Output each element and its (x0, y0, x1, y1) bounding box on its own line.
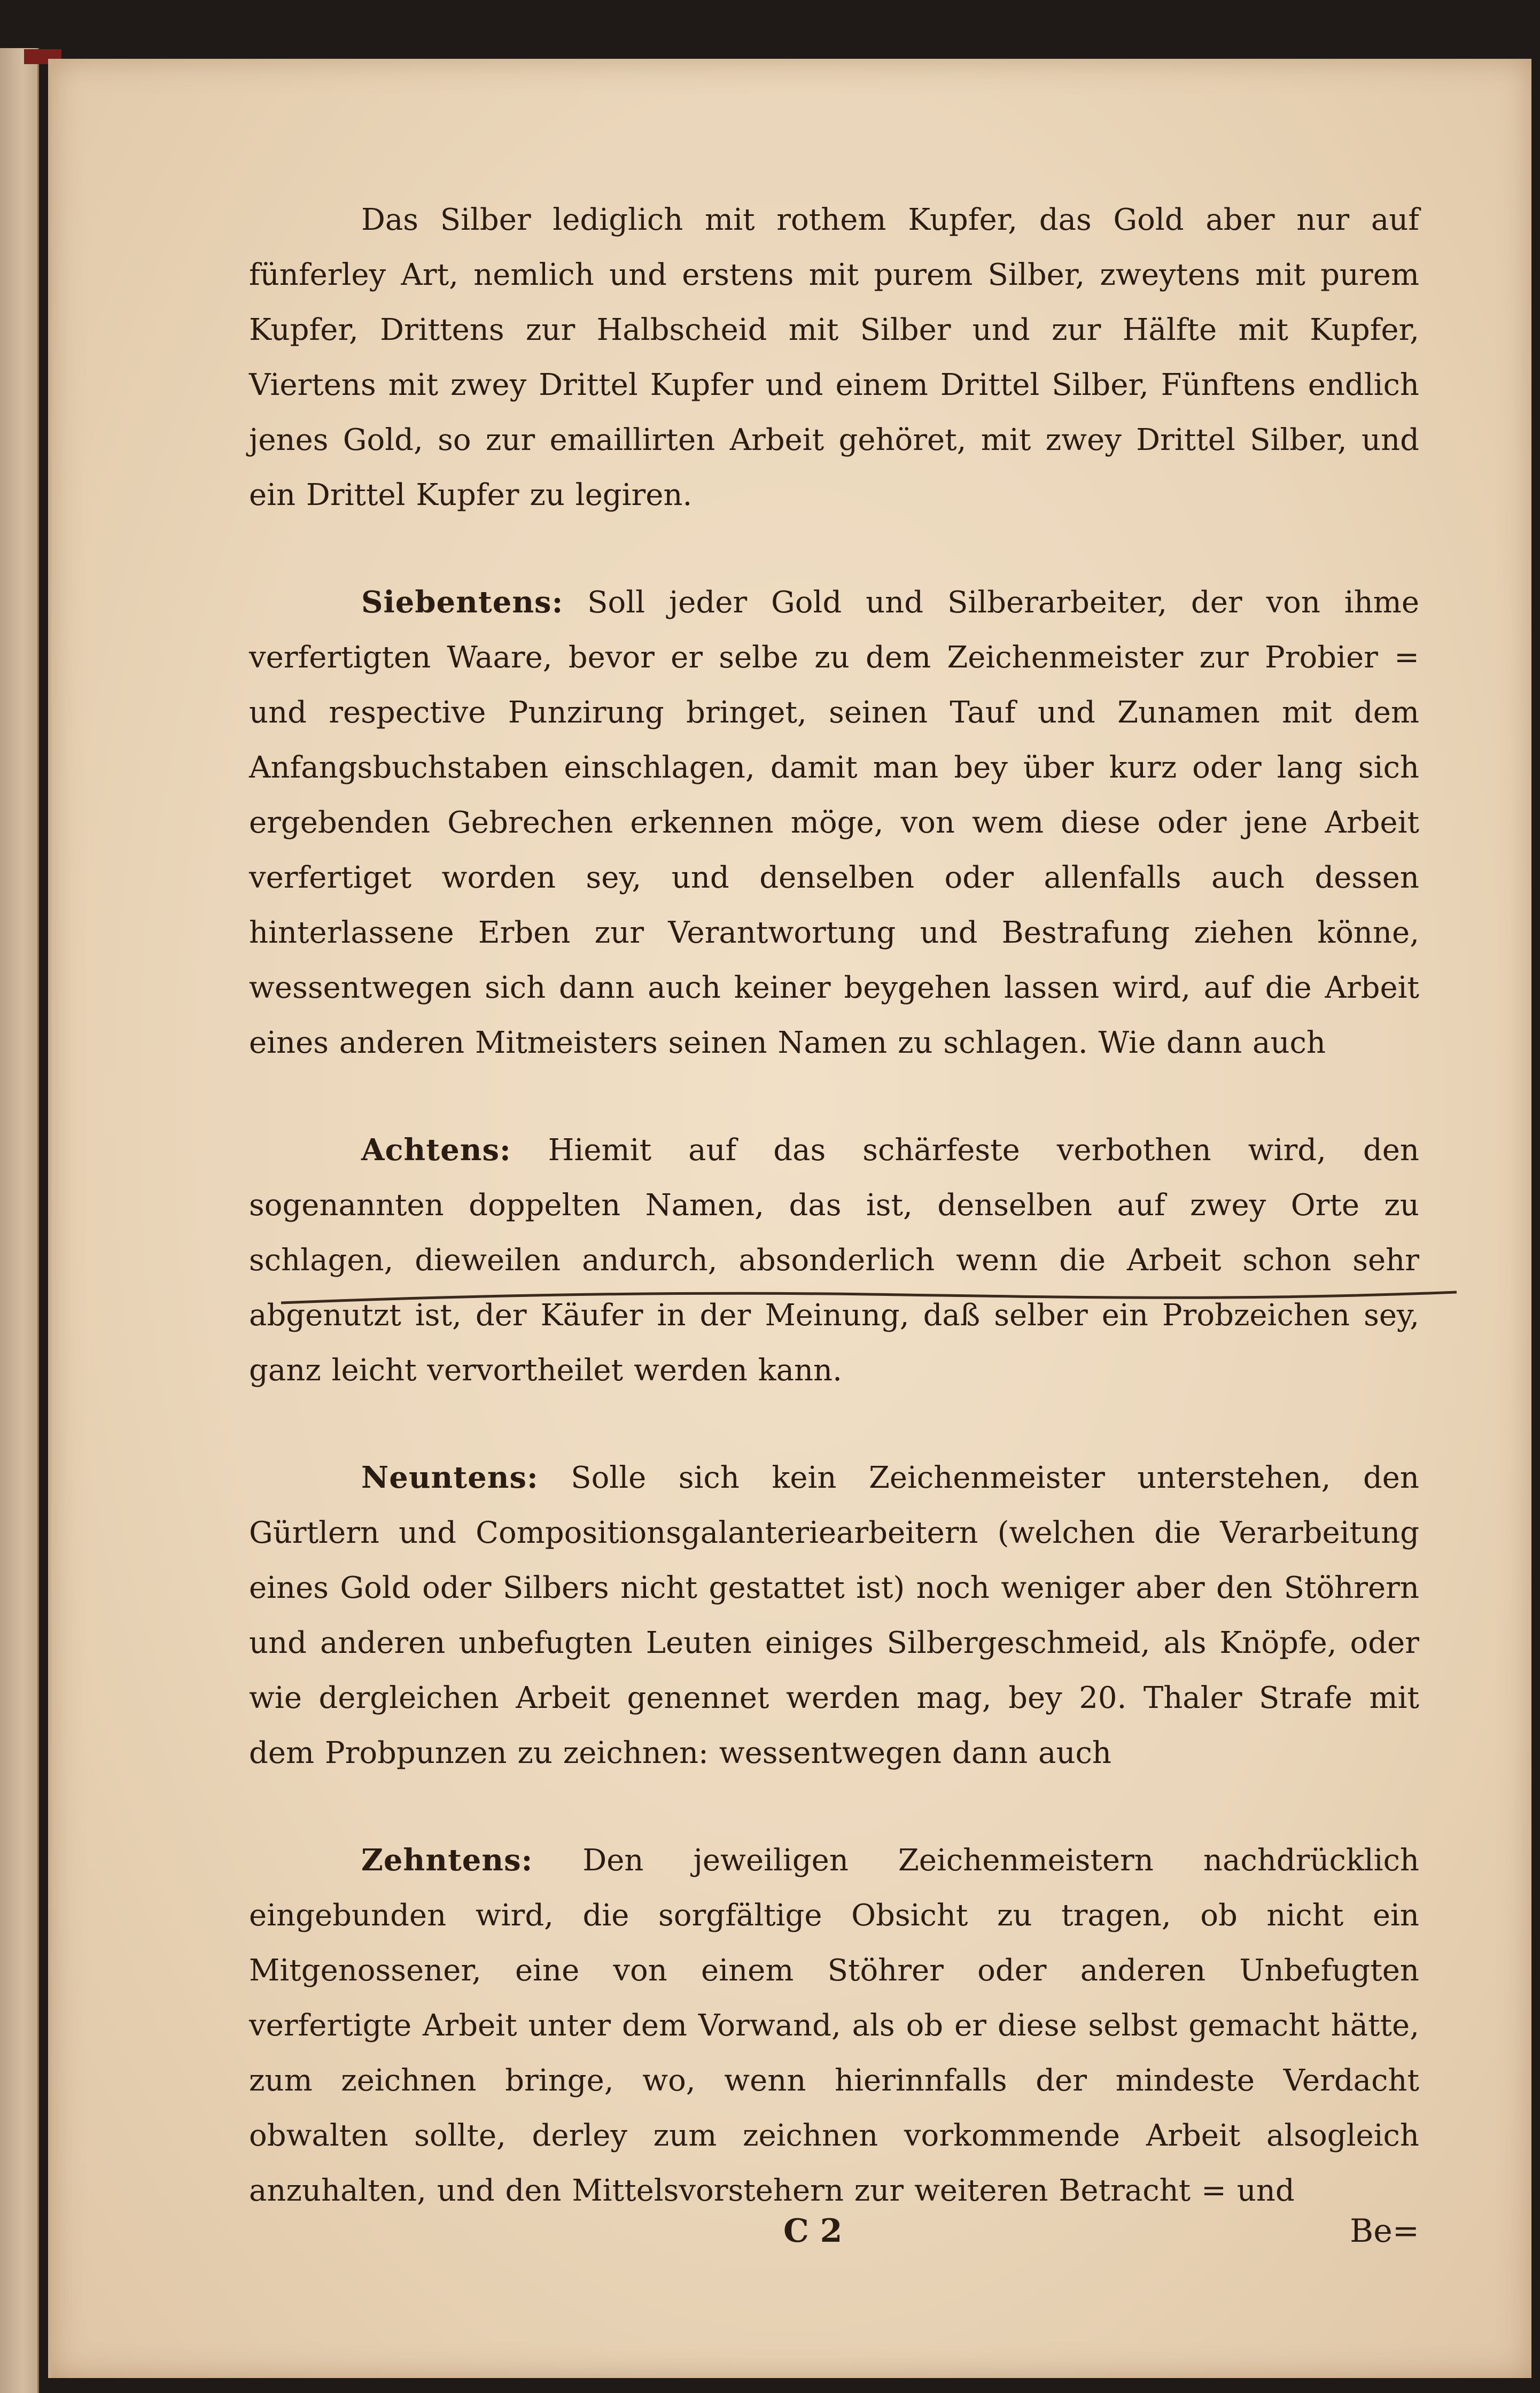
paragraph-lead: Zehntens: (361, 1843, 533, 1878)
paragraph-body: Den jeweiligen Zeichenmeistern nachdrücklich eingebunden wird, die sorgfältige Obsicht zu tragen, ob nicht ein Mitgenossener, eine von einem Stöhrer oder anderen Unbefugten verfertigte Arbeit unter dem Vorwand, als ob er diese selbst gemacht hätte, zum zeichnen bringe, wo, wenn hierinnfalls der mindeste Verdacht obwalten sollte, derley zum zeichnen vorkommende Arbeit alsogleich anzuhalten, und den Mittelsvorstehern zur weiteren Betracht = und (249, 1843, 1419, 2208)
paragraph-neuntens (249, 1450, 1419, 1781)
page-footer (249, 2212, 1419, 2260)
paragraph-lead: Siebentens: (361, 585, 564, 620)
paragraph-zehntens (249, 1833, 1419, 2218)
paragraph-body: Solle sich kein Zeichenmeister unterstehen, den Gürtlern und Compositionsgalanteriearbeitern (welchen die Verarbeitung eines Gold oder Silbers nicht gestattet ist) noch weniger aber den Stöhrern und anderen unbefugten Leuten einiges Silbergeschmeid, als Knöpfe, oder wie dergleichen Arbeit genennet werden mag, bey 20. Thaler Strafe mit dem Probpunzen zu zeichnen: wessentwegen dann auch (249, 1460, 1419, 1770)
page-text-block (249, 192, 1419, 2271)
paragraph-intro (249, 192, 1419, 523)
book-page (48, 59, 1531, 2378)
paragraph-body: Das Silber lediglich mit rothem Kupfer, das Gold aber nur auf fünferley Art, nemlich und erstens mit purem Silber, zweytens mit purem Kupfer, Drittens zur Halbscheid mit Silber und zur Hälfte mit Kupfer, Viertens mit zwey Drittel Kupfer und einem Drittel Silber, Fünftens endlich jenes Gold, so zur emaillirten Arbeit gehöret, mit zwey Drittel Silber, und ein Drittel Kupfer zu legiren. (249, 203, 1419, 512)
catchword: Be= (1350, 2212, 1419, 2250)
paragraph-siebentens (249, 575, 1419, 1070)
paragraph-body: Soll jeder Gold und Silberarbeiter, der von ihme verfertigten Waare, bevor er selbe zu dem Zeichenmeister zur Probier = und respective Punzirung bringet, seinen Tauf und Zunamen mit dem Anfangsbuchstaben einschlagen, damit man bey über kurz oder lang sich ergebenden Gebrechen erkennen möge, von wem diese oder jene Arbeit verfertiget worden sey, und denselben oder allenfalls auch dessen hinterlassene Erben zur Verantwortung und Bestrafung ziehen könne, wessentwegen sich dann auch keiner beygehen lassen wird, auf die Arbeit eines anderen Mitmeisters seinen Namen zu schlagen. Wie dann auch (249, 585, 1419, 1060)
paragraph-lead: Neuntens: (361, 1460, 539, 1495)
paragraph-body: Hiemit auf das schärfeste verbothen wird, den sogenannten doppelten Namen, das ist, denselben auf zwey Orte zu schlagen, dieweilen andurch, absonderlich wenn die Arbeit schon sehr abgenutzt ist, der Käufer in der Meinung, daß selber ein Probzeichen sey, ganz leicht vervortheilet werden kann. (249, 1133, 1419, 1388)
paragraph-achtens (249, 1123, 1419, 1398)
left-page-edge (0, 48, 39, 2393)
paragraph-lead: Achtens: (361, 1132, 511, 1168)
signature-mark: C 2 (783, 2212, 843, 2250)
